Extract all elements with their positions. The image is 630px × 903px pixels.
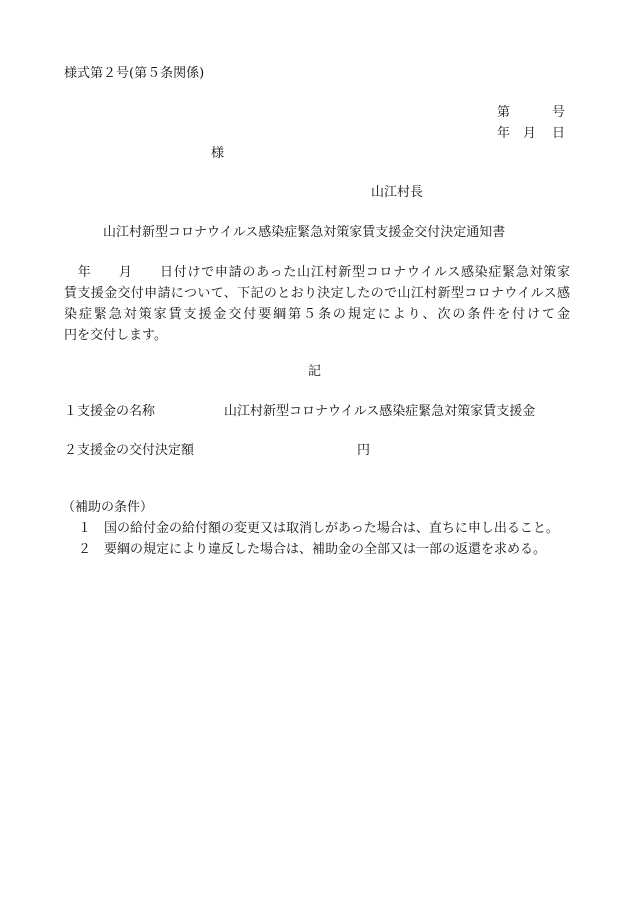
date-day-label: 日 (552, 126, 566, 141)
condition-item: １ 国の給付金の給付額の変更又は取消しがあった場合は、直ちに申し出ること。 (78, 521, 559, 536)
date-month-label: 月 (523, 126, 537, 141)
number-label-go: 号 (552, 105, 566, 120)
number-label-dai: 第 (497, 105, 511, 120)
body-paragraph (64, 262, 570, 346)
body-line: 賃支援金交付申請について、下記のとおり決定したので山江村新型コロナウイルス感 (64, 286, 570, 301)
body-line: 年 月 日付けで申請のあった山江村新型コロナウイルス感染症緊急対策家 (64, 265, 570, 280)
ki-heading: 記 (308, 364, 322, 379)
item1-label: １支援金の名称 (64, 404, 156, 419)
item2-label: ２支援金の交付決定額 (64, 443, 195, 458)
date-year-label: 年 (497, 126, 511, 141)
item1-value: 山江村新型コロナウイルス感染症緊急対策家賃支援金 (224, 404, 536, 419)
conditions-heading: （補助の条件） (62, 500, 154, 515)
issuer-name: 山江村長 (371, 185, 424, 200)
condition-item: ２ 要綱の規定により違反した場合は、補助金の全部又は一部の返還を求める。 (78, 542, 547, 557)
item2-unit: 円 (357, 443, 371, 458)
body-line: 円を交付します。 (64, 328, 167, 343)
document-title: 山江村新型コロナウイルス感染症緊急対策家賃支援金交付決定通知書 (103, 225, 506, 240)
body-line: 染症緊急対策家賃支援金交付要綱第５条の規定により、次の条件を付けて金 (64, 307, 570, 322)
form-header: 様式第２号(第５条関係) (64, 66, 205, 81)
addressee-honorific: 様 (211, 146, 225, 161)
